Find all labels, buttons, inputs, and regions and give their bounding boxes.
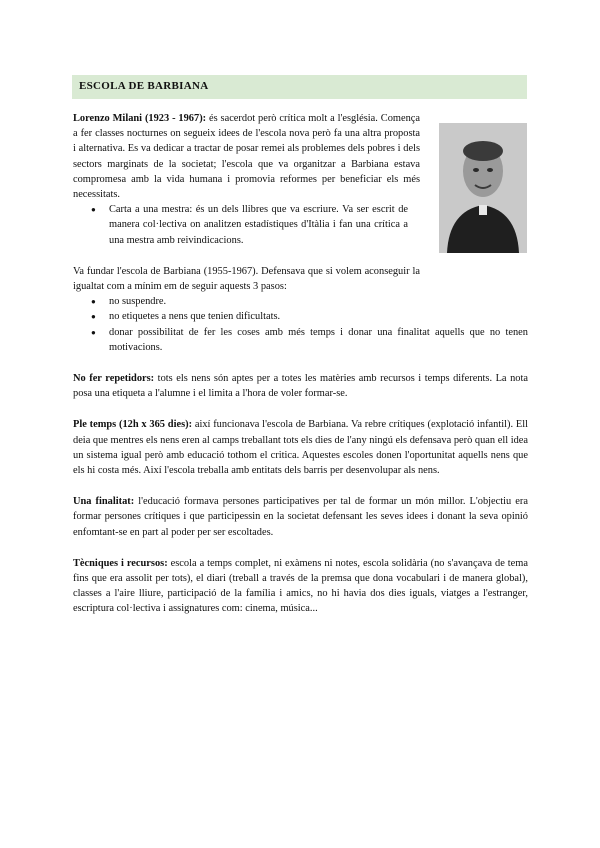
section-heading: Ple temps (12h x 365 dies): [73, 419, 193, 431]
section-text: així funcionava l'escola de Barbiana. Va rebre crítiques (explotació infantil). Ell deia que mentres els nens eren al camps treballant tots els dies de l'any ningú els defensava però quan ell idea un sistema igual però amb educació tothom el critica. Aquestes escoles donen l'oportunitat aquells nens que els hi costa més. Així l'escola treballa amb entitats dels barris per desenvolupar als nens. [73, 419, 529, 477]
steps-list [73, 294, 528, 355]
section-text: tots els nens són aptes per a totes les matèries amb recursos i temps diferents. La nota posa una etiqueta a l'alumne i el limita a l'hora de voler formar-se. [73, 373, 528, 400]
section-title: ESCOLA DE BARBIANA [72, 75, 527, 99]
section-full-time [73, 417, 528, 478]
intro-paragraph [73, 111, 420, 202]
section-heading: Tècniques i recursos: [73, 557, 168, 569]
section-text: l'educació formava persones participatives per tal de formar un món millor. L'objectiu era formar persones crítiques i que participessin en la societat defensant les seves idees i donant la seva opinió enfomtant-se en part al poder per ser escoltades. [73, 496, 528, 538]
section-text: escola a temps complet, ni exàmens ni notes, escola solidària (no s'avançava de tema fins que era assolit per tots), el diari (treball a través de la premsa que dona vocabulari i de manera global), classes a l'aire lliure, participació de la família i amics, no hi havia dos dies iguals, viatges a l'estranger, escriptura col·lectiva i assignatures com: cinema, música... [73, 557, 528, 615]
founding-paragraph: Va fundar l'escola de Barbiana (1955-1967). Defensava que si volem aconseguir la igualtat com a mínim em de seguir aquests 3 pasos: [73, 265, 420, 293]
intro-text: és sacerdot però crítica molt a l'església. Comença a fer classes nocturnes on segueix idees de l'escola nova però fa una altra proposta i alternativa. Es va dedicar a tractar de posar remei als problemes dels pobres i dels sectors marginats de la societat; l'escola que va organitzar a Barbiana estava compromesa amb la vida humana i promovia reformes per beneficiar els més necessitats. [73, 113, 421, 201]
intro-heading: Lorenzo Milani (1923 - 1967): [73, 113, 207, 124]
list-item: ● no suspendre. [73, 294, 528, 309]
list-item: ● no etiquetes a nens que tenien dificultats. [73, 309, 528, 324]
section-no-repeaters [73, 371, 528, 401]
list-item: ● Carta a una mestra: és un dels llibres que va escriure. Va ser escrit de manera col·lectiva on analitzen estadístiques d'Itàlia i fan una crítica a una mestra amb reivindicacions. [73, 202, 408, 248]
section-heading: Una finalitat: [73, 496, 135, 508]
document-body [73, 111, 528, 617]
intro-list [73, 202, 408, 248]
list-item: ● donar possibilitat de fer les coses amb més temps i donar una finalitat aquells que no tenen motivacions. [73, 325, 528, 355]
section-techniques [73, 556, 528, 617]
portrait-photo-icon [439, 123, 527, 253]
section-heading: No fer repetidors: [73, 373, 155, 385]
section-purpose [73, 494, 528, 540]
